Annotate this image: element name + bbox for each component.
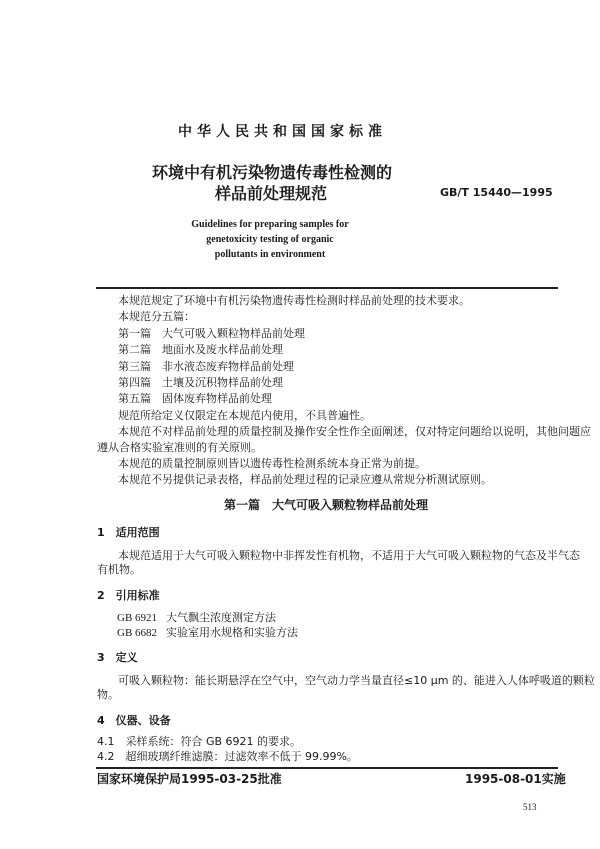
intro-line: 本规范不另提供记录表格，样品前处理过程的记录应遵从常规分析测试原则。 (118, 473, 492, 486)
section-1-text: 本规范适用于大气可吸入颗粒物中非挥发性有机物，不适用于大气可吸入颗粒物的气态及半气态 (118, 549, 580, 562)
section-1-text: 有机物。 (97, 563, 141, 576)
part1-title: 第一篇 大气可吸入颗粒物样品前处理 (224, 498, 429, 512)
intro-line: 规范所给定义仅限定在本规范内使用，不具普遍性。 (118, 409, 371, 422)
intro-line: 遵从合格实验室准则的有关原则。 (97, 441, 262, 454)
section-1-heading: 1 适用范围 (97, 526, 160, 539)
section-3-text: 物。 (97, 688, 119, 701)
title-zh-line-1: 环境中有机污染物遗传毒性检测的 (152, 163, 393, 182)
intro-line: 本规范规定了环境中有机污染物遗传毒性检测时样品前处理的技术要求。 (118, 294, 470, 307)
reference-code: GB 6921 (117, 612, 158, 624)
title-zh-line-2: 样品前处理规范 (215, 184, 328, 203)
reference-code: GB 6682 (117, 627, 158, 639)
national-standard-heading: 中华人民共和国国家标准 (178, 124, 387, 140)
intro-line: 第一篇 大气可吸入颗粒物样品前处理 (118, 327, 305, 340)
reference-name: 实验室用水规格和实验方法 (166, 626, 298, 639)
intro-line: 第五篇 固体废弃物样品前处理 (118, 392, 272, 405)
section-3-heading: 3 定义 (97, 651, 138, 664)
standard-code: GB/T 15440—1995 (440, 186, 553, 199)
intro-line: 第三篇 非水液态废弃物样品前处理 (118, 360, 294, 373)
effective-date: 1995-08-01实施 (465, 772, 566, 786)
intro-line: 第四篇 土壤及沉积物样品前处理 (118, 376, 283, 389)
section-3-text: 可吸入颗粒物：能长期悬浮在空气中，空气动力学当量直径≤10 μm 的、能进入人体呼吸道的颗粒 (118, 674, 595, 687)
header-rule (96, 287, 558, 289)
intro-line: 本规范的质量控制原则皆以遗传毒性检测系统本身正常为前提。 (118, 457, 426, 470)
reference-name: 大气飘尘浓度测定方法 (166, 611, 276, 624)
title-en-line-3: pollutants in environment (214, 249, 326, 260)
intro-line: 第二篇 地面水及废水样品前处理 (118, 343, 283, 356)
title-en-line-2: genetoxicity testing of organic (206, 234, 334, 245)
section-4-heading: 4 仪器、设备 (97, 714, 171, 727)
section-2-heading: 2 引用标准 (97, 589, 160, 602)
footer-rule (96, 767, 558, 769)
approval-line: 国家环境保护局1995-03-25批准 (97, 772, 282, 786)
intro-line: 本规范分五篇： (118, 310, 195, 323)
title-en-line-1: Guidelines for preparing samples for (191, 219, 349, 230)
section-4-item: 4.1 采样系统：符合 GB 6921 的要求。 (97, 735, 302, 748)
page-number: 513 (523, 802, 537, 812)
intro-line: 本规范不对样品前处理的质量控制及操作安全性作全面阐述，仅对特定问题给以说明，其他问题应 (118, 425, 591, 438)
section-4-item: 4.2 超细玻璃纤维滤膜：过滤效率不低于 99.99%。 (97, 750, 358, 763)
